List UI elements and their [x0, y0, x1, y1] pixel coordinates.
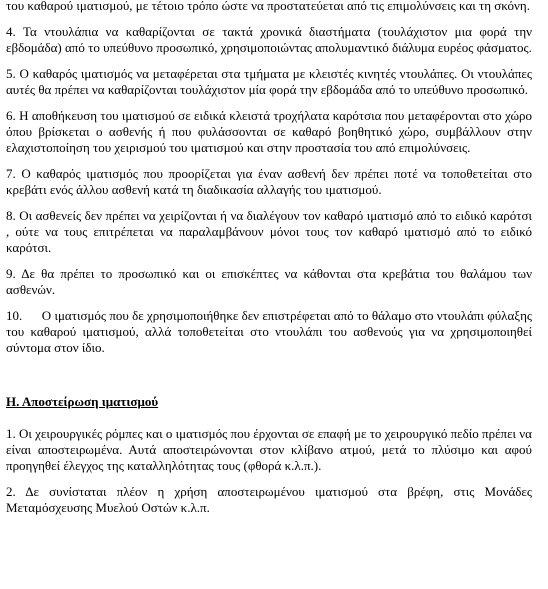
list-item-text: Οι ασθενείς δεν πρέπει να χειρίζονται ή να διαλέγουν τον καθαρό ιματισμό από το ειδικό καρότσι , ούτε να τους επιτρέπεται να παραλαμβάνουν μόνοι τους τον καθαρό ιματισμό από το ειδικό καρότσι. [6, 208, 532, 255]
list-item-number: 2. [6, 484, 16, 499]
list-item-text: Τα ντουλάπια να καθαρίζονται σε τακτά χρονικά διαστήματα (τουλάχιστον μια φορά την εβδομάδα) από το υπεύθυνο προσωπικό, χρησιμοποιώντας απολυμαντικό διάλυμα ευρέος φάσματος. [6, 24, 532, 55]
list-item-text: Δε θα πρέπει το προσωπικό και οι επισκέπτες να κάθονται στα κρεβάτια του θαλάμου των ασθενών. [6, 266, 532, 297]
list-item-text: Δε συνίσταται πλέον η χρήση αποστειρωμένου ιματισμού στα βρέφη, στις Μονάδες Μεταμόσχευσης Μυελού Οστών κ.λ.π. [6, 484, 532, 515]
list-item-number: 9. [6, 266, 16, 281]
list-item-text: Ο καθαρός ιματισμός που προορίζεται για έναν ασθενή δεν πρέπει ποτέ να τοποθετείται στο κρεβάτι ενός άλλου ασθενή κατά τη διαδικασία αλλαγής του ιματισμού. [6, 166, 533, 197]
list-item-10 [6, 308, 532, 356]
list-item-number: 4. [6, 24, 16, 39]
list-item-text: Ο ιματισμός που δε χρησιμοποιήθηκε δεν επιστρέφεται από το θάλαμο στο ντουλάπι φύλαξης του καθαρού ιματισμού, αλλά τοποθετείται στο ντουλάπι του ασθενούς για να χρησιμοποιηθεί σύντομα στον ίδιο. [6, 308, 533, 355]
list-item-number: 7. [6, 166, 16, 181]
list-item-text: Η αποθήκευση του ιματισμού σε ειδικά κλειστά τροχήλατα καρότσια που μεταφέρονται στο χώρο όπου βρίσκεται ο ασθενής ή που φυλάσσονται σε καθαρό βοηθητικό χώρο, συμβάλλουν στην ελαχιστοποίηση του χειρισμού του ιματισμού και στην προστασία του από επιμολύνσεις. [6, 108, 533, 155]
list-item-text: Οι χειρουργικές ρόμπες και ο ιματισμός που έρχονται σε επαφή με το χειρουργικό πεδίο πρέπει να είναι αποστειρωμένα. Αυτά αποστειρώνονται στον κλίβανο ατμού, μετά το πλύσιμο και αφού προηγηθεί έλεγχος της καταλληλότητας τους (φθορά κ.λ.π.). [6, 426, 532, 473]
list-item-text: Ο καθαρός ιματισμός να μεταφέρεται στα τμήματα με κλειστές κινητές ντουλάπες. Οι ντουλάπες αυτές θα πρέπει να καθαρίζονται τουλάχιστον μία φορά την εβδομάδα από το υπεύθυνο προσωπικό. [6, 66, 532, 97]
list-item-number: 10. [6, 308, 23, 323]
section-heading: Η. Αποστείρωση ιματισμού [6, 394, 159, 409]
list-item-8 [6, 208, 532, 256]
list-item-number: 5. [6, 66, 16, 81]
list-item-7 [6, 166, 532, 198]
list-item-5 [6, 66, 532, 98]
continuation-paragraph: του καθαρού ιματισμού, με τέτοιο τρόπο ώστε να προστατεύεται από τις επιμολύνσεις και τη σκόνη. [6, 0, 530, 13]
list-item-4 [6, 24, 532, 56]
section-item-2 [6, 484, 532, 516]
list-item-9 [6, 266, 532, 298]
list-item-6 [6, 108, 532, 156]
list-item-number: 6. [6, 108, 16, 123]
section-item-1 [6, 426, 532, 474]
list-item-number: 1. [6, 426, 16, 441]
list-item-number: 8. [6, 208, 16, 223]
